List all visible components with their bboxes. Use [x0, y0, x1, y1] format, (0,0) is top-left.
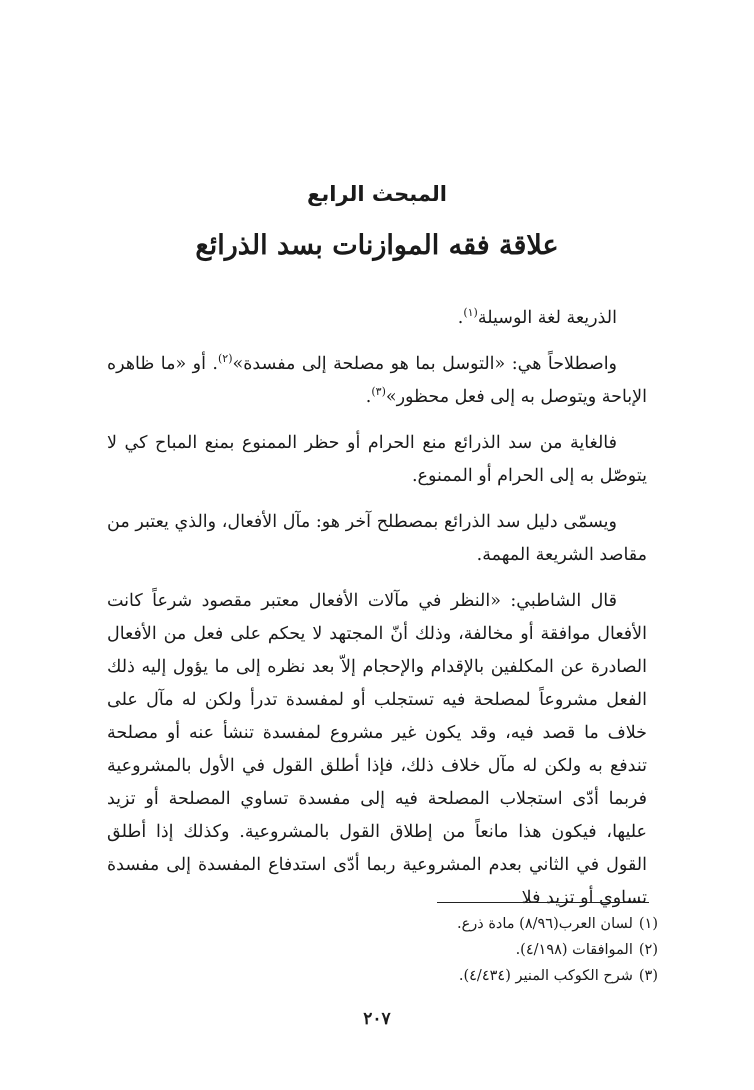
paragraph — [107, 302, 647, 335]
paragraph-tail: . — [457, 308, 464, 328]
paragraph-text: واصطلاحاً هي: «التوسل بما هو مصلحة إلى مفسدة» — [232, 354, 618, 374]
footnote-text: شرح الكوكب المنير (٤/٤٣٤). — [458, 968, 633, 984]
paragraph — [107, 348, 647, 414]
footnote-text: لسان العرب(٨/٩٦) مادة ذرع. — [456, 916, 633, 932]
footnote-divider — [437, 902, 649, 903]
body-text — [107, 302, 647, 915]
footnote-marker: (٣) — [371, 385, 386, 399]
footnote-text: الموافقات (٤/١٩٨). — [515, 942, 633, 958]
footnote — [300, 963, 658, 989]
paragraph-text: الذريعة لغة الوسيلة — [477, 308, 617, 328]
footnote — [300, 937, 658, 963]
footnote-marker: (١) — [463, 306, 478, 320]
footnote — [300, 911, 658, 937]
footnote-number: (١) — [638, 916, 658, 932]
paragraph-tail: . أو «ما ظاهره الإباحة ويتوصل به إلى فعل محظور» — [107, 354, 647, 407]
paragraph: فالغاية من سد الذرائع منع الحرام أو حظر الممنوع بمنع المباح كي لا يتوصّل به إلى الحرام أو الممنوع. — [107, 433, 647, 486]
page-number: ٢٠٧ — [363, 1009, 391, 1029]
section-label: المبحث الرابع — [307, 182, 447, 206]
footnote-number: (٢) — [638, 942, 658, 958]
footnotes — [300, 911, 658, 989]
footnote-marker: (٢) — [218, 352, 233, 366]
paragraph: قال الشاطبي: «النظر في مآلات الأفعال معتبر مقصود شرعاً كانت الأفعال موافقة أو مخالفة، وذلك أنّ المجتهد لا يحكم على فعل من الأفعال الصادرة عن المكلفين بالإقدام والإحجام إلاّ بعد نظره إلى ما يؤول إليه ذلك الفعل مشروعاً لمصلحة فيه تستجلب أو لمفسدة تدرأ ولكن له مآل على خلاف ما قصد فيه، وقد يكون غير مشروع لمفسدة تنشأ عنه أو مصلحة تندفع به ولكن له مآل خلاف ذلك، فإذا أطلق القول في الأول بالمشروعية فربما أدّى استجلاب المصلحة فيه إلى مفسدة تساوي المصلحة أو تزيد عليها، فيكون هذا مانعاً من إطلاق القول بالمشروعية. وكذلك إذا أطلق القول في الثاني بعدم المشروعية ربما أدّى استدفاع المفسدة إلى مفسدة تساوي أو تزيد فلا — [107, 591, 647, 908]
paragraph-tail: . — [365, 387, 372, 407]
chapter-title: علاقة فقه الموازنات بسد الذرائع — [195, 230, 559, 261]
footnote-number: (٣) — [638, 968, 658, 984]
paragraph: ويسمّى دليل سد الذرائع بمصطلح آخر هو: مآل الأفعال، والذي يعتبر من مقاصد الشريعة المهمة. — [107, 512, 647, 565]
